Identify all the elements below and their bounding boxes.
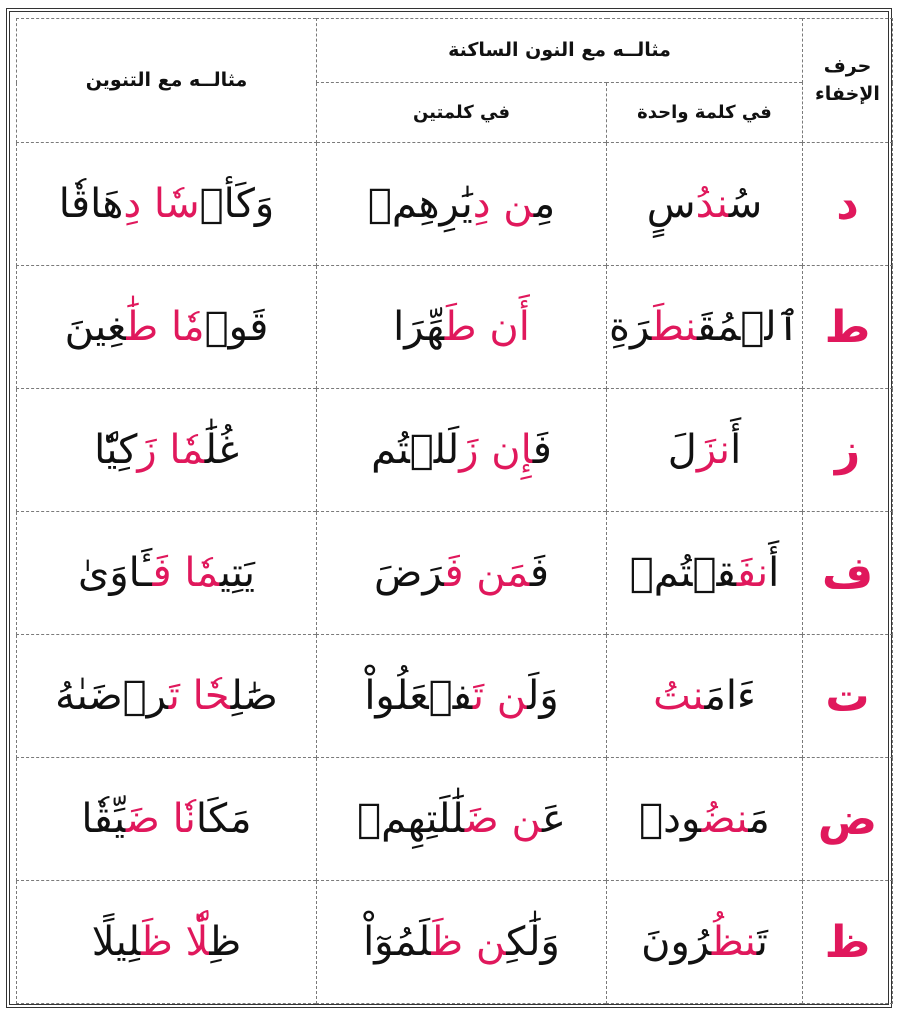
ex-post: لِيلًا: [91, 919, 141, 965]
ex-post: رُونَ: [641, 919, 712, 965]
header-two-words: في كلمتين: [317, 83, 607, 143]
ex-pre: وَكَأۡ: [199, 181, 275, 227]
ex-post: لَ: [667, 427, 697, 473]
ex-highlight: نظُ: [711, 919, 757, 965]
two-words-example: [317, 512, 607, 635]
table-row: [17, 758, 893, 881]
ikhfa-letter: ف: [803, 512, 893, 635]
ex-pre: تَ: [756, 919, 768, 965]
ex-pre: صَٰلِ: [230, 673, 278, 719]
ikhfa-letter: ت: [803, 635, 893, 758]
header-letter-line2: الإخفاء: [815, 82, 880, 105]
one-word-example: [607, 635, 803, 758]
ex-highlight: نفَ: [736, 550, 769, 596]
ex-post: لَمُوٓاْ: [363, 919, 432, 965]
ikhfa-letter: ز: [803, 389, 893, 512]
ikhfa-letter: د: [803, 143, 893, 266]
one-word-example: [607, 512, 803, 635]
two-words-example: [317, 266, 607, 389]
table-row: [17, 389, 893, 512]
ex-pre: ءَامَ: [704, 673, 756, 719]
ex-highlight: ن دِ: [472, 181, 534, 227]
ex-post: قۡتُمۡ: [629, 550, 737, 596]
ex-pre: فَ: [532, 427, 552, 473]
ex-highlight: سٗا دِ: [123, 181, 200, 227]
ex-post: ٰغِينَ: [64, 304, 127, 350]
tanween-example: [17, 635, 317, 758]
ex-post: ـَٔاوَىٰ: [78, 550, 153, 596]
ex-highlight: ن ظَ: [431, 919, 507, 965]
ex-pre: وَلَ: [527, 673, 559, 719]
ex-highlight: نتُ: [653, 673, 705, 719]
ex-highlight: حٗا تَ: [168, 673, 231, 719]
ex-pre: يَتِي: [219, 550, 255, 596]
ex-pre: سُ: [728, 181, 763, 227]
ex-post: رَةِ: [609, 304, 653, 350]
header-letter-col: [803, 19, 893, 143]
two-words-example: [317, 635, 607, 758]
ex-highlight: إِن زَ: [459, 427, 533, 473]
table-frame: [6, 8, 892, 1008]
ex-pre: مَ: [748, 796, 770, 842]
ex-pre: مَكَا: [195, 796, 252, 842]
two-words-example: [317, 758, 607, 881]
ex-highlight: نضُ: [701, 796, 749, 842]
header-letter-line1: حرف: [823, 54, 872, 77]
two-words-example: [317, 881, 607, 1004]
ex-post: رۡضَىٰهُ: [55, 673, 169, 719]
header-noon-group: مثالــه مع النون الساكنة: [317, 19, 803, 83]
tanween-example: [17, 143, 317, 266]
ex-post: يِّقٗا: [81, 796, 126, 842]
tanween-example: [17, 758, 317, 881]
ikhfa-letter: ط: [803, 266, 893, 389]
ex-post: رَضَ: [374, 550, 445, 596]
one-word-example: [607, 758, 803, 881]
tanween-example: [17, 512, 317, 635]
ex-highlight: نطَ: [652, 304, 697, 350]
table-row: [17, 635, 893, 758]
ex-post: هَاقٗا: [58, 181, 124, 227]
ex-pre: قَوۡ: [204, 304, 269, 350]
ex-highlight: ن تَ: [472, 673, 528, 719]
ex-highlight: أَن طَ: [444, 304, 530, 350]
ex-post: كِيّٗا: [94, 427, 138, 473]
header-tanween: مثالــه مع التنوين: [17, 19, 317, 143]
tanween-example: [17, 389, 317, 512]
ex-pre: وَلَٰكِ: [506, 919, 560, 965]
table-row: [17, 143, 893, 266]
ex-highlight: مٗا طَ: [126, 304, 205, 350]
ex-post: لَلۡتُم: [371, 427, 460, 473]
ex-pre: أَ: [730, 427, 742, 473]
tanween-example: [17, 881, 317, 1004]
ex-post: ودٖ: [639, 796, 702, 842]
ex-pre: أَ: [768, 550, 780, 596]
two-words-example: [317, 143, 607, 266]
ex-pre: ظِ: [209, 919, 242, 965]
table-row: [17, 881, 893, 1004]
ex-highlight: ندُ: [695, 181, 729, 227]
ex-highlight: لّٗا ظَ: [140, 919, 210, 965]
one-word-example: [607, 143, 803, 266]
one-word-example: [607, 881, 803, 1004]
ex-post: لَٰلَتِهِمۡ: [357, 796, 465, 842]
ex-post: يَٰرِهِمۡ: [367, 181, 473, 227]
one-word-example: [607, 266, 803, 389]
two-words-example: [317, 389, 607, 512]
ex-highlight: ن ضَ: [464, 796, 542, 842]
ikhfa-letter: ض: [803, 758, 893, 881]
ex-pre: عَ: [541, 796, 566, 842]
ex-post: هِّرَا: [393, 304, 445, 350]
ex-post: فۡعَلُواْ: [364, 673, 473, 719]
ex-pre: فَ: [529, 550, 549, 596]
tanween-example: [17, 266, 317, 389]
ikhfa-table: [16, 18, 893, 1004]
ex-pre: مِ: [533, 181, 556, 227]
ex-post: سٍ: [646, 181, 696, 227]
ex-highlight: مَن فَ: [444, 550, 530, 596]
ex-highlight: مٗا زَ: [137, 427, 205, 473]
ex-pre: غُلَٰ: [204, 427, 239, 473]
ex-highlight: مٗا فَ: [152, 550, 220, 596]
ikhfa-letter: ظ: [803, 881, 893, 1004]
ex-highlight: نٗا ضَ: [125, 796, 196, 842]
ex-pre: ٱلۡمُقَ: [696, 304, 800, 350]
header-one-word: في كلمة واحدة: [607, 83, 803, 143]
ex-highlight: نزَ: [696, 427, 731, 473]
table-row: [17, 512, 893, 635]
table-row: [17, 266, 893, 389]
one-word-example: [607, 389, 803, 512]
